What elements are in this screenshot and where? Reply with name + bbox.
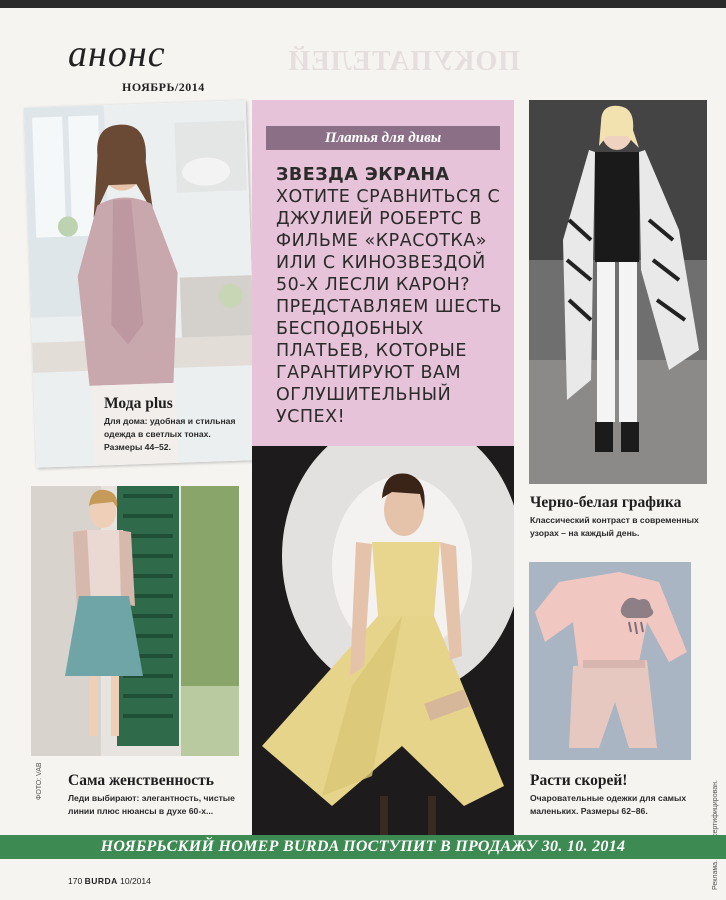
black-white-title: Черно-белая графика xyxy=(530,494,682,511)
yellow-dress-photo xyxy=(252,446,514,836)
magazine-name: BURDA xyxy=(84,876,118,886)
bleed-through-text: ПОКУПАТЕЛЕЙ xyxy=(287,46,520,77)
feminine-title: Сама женственность xyxy=(68,772,214,789)
page-edge xyxy=(0,0,726,8)
feature-banner: Платья для дивы xyxy=(266,126,500,150)
black-white-photo xyxy=(529,100,707,484)
grow-text: Очаровательные одежки для самых маленьких. Размеры 62–86. xyxy=(530,793,687,816)
baby-clothes-photo xyxy=(529,562,691,760)
moda-plus-title: Мода plus xyxy=(104,395,173,412)
page-number: 170 xyxy=(68,876,83,886)
feature-text xyxy=(276,164,506,428)
section-title: анонс xyxy=(68,33,166,75)
issue-date: НОЯБРЬ/2014 xyxy=(122,80,205,94)
grow-title: Расти скорей! xyxy=(530,772,628,789)
feature-body: ХОТИТЕ СРАВНИТЬСЯ С ДЖУЛИЕЙ РОБЕРТС В ФИЛЬМЕ «КРАСОТКА» ИЛИ С КИНОЗВЕЗДОЙ 50-Х ЛЕСЛИ КАРОН? ПРЕДСТАВЛЯЕМ ШЕСТЬ БЕСПОДОБНЫХ ПЛАТЬЕВ, КОТОРЫЕ ГАРАНТИРУЮТ ВАМ ОГЛУШИТЕЛЬНЫЙ УСПЕХ! xyxy=(276,187,503,427)
release-date-banner: НОЯБРЬСКИЙ НОМЕР BURDA ПОСТУПИТ В ПРОДАЖУ 30. 10. 2014 xyxy=(0,835,726,859)
feminine-text: Леди выбирают: элегантность, чистые линии плюс нюансы в духе 60-х... xyxy=(68,793,235,816)
page-footer xyxy=(68,876,151,886)
feminine-photo xyxy=(31,486,239,756)
feature-headline: ЗВЕЗДА ЭКРАНА xyxy=(276,165,450,185)
black-white-text: Классический контраст в современных узорах – на каждый день. xyxy=(530,515,699,538)
issue-number: 10/2014 xyxy=(120,876,151,886)
photo-credit: ФОТО: VAB xyxy=(36,762,43,800)
moda-plus-text: Для дома: удобная и стильная одежда в светлых тонах. Размеры 44–52. xyxy=(104,416,236,452)
